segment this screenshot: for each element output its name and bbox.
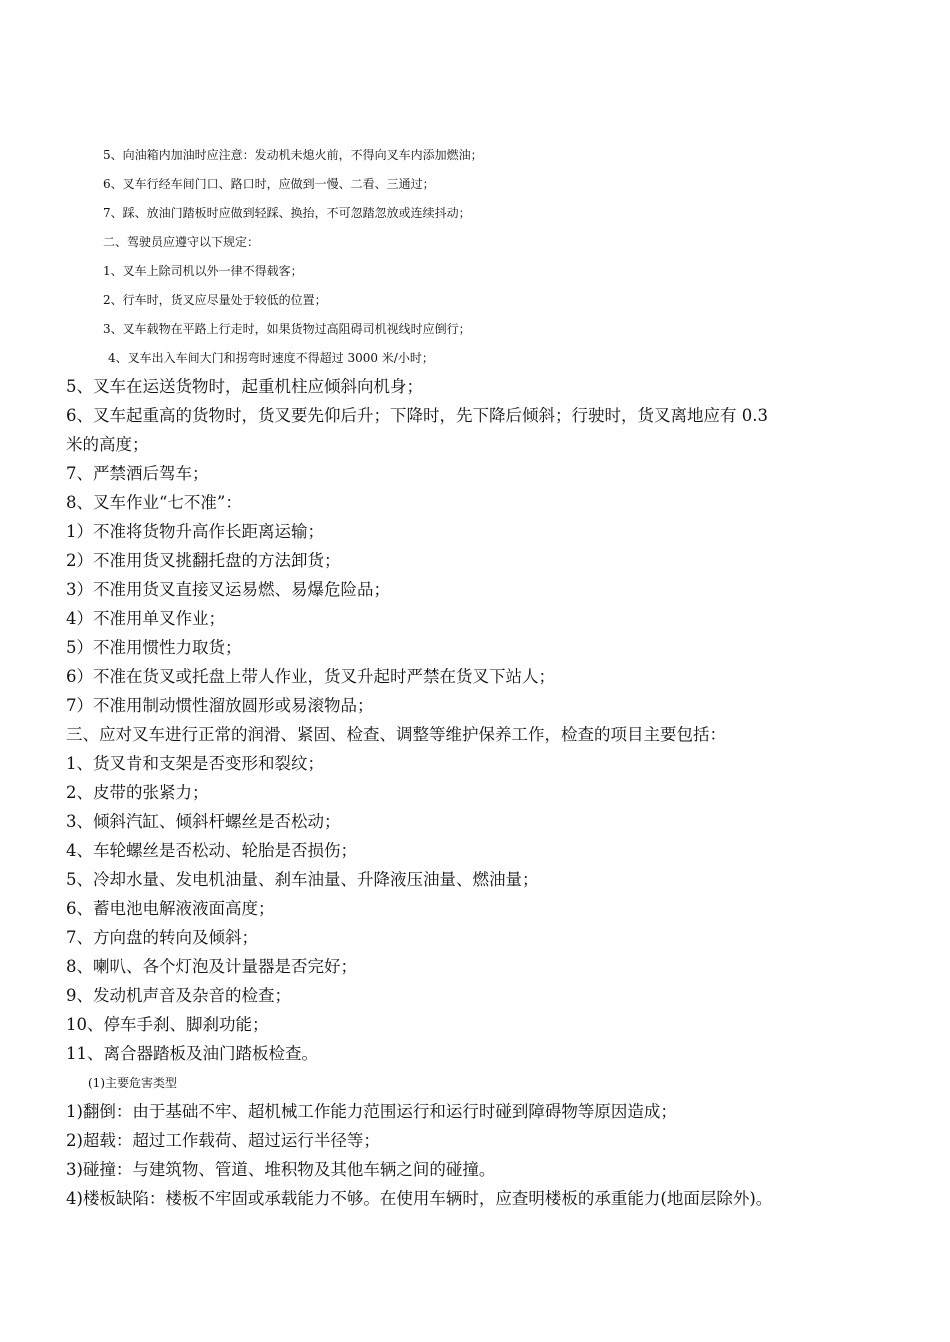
section-heading: 三、应对叉车进行正常的润滑、紧固、检查、调整等维护保养工作，检查的项目主要包括： [66, 725, 726, 744]
text-line: 5、向油箱内加油时应注意：发动机未熄火前，不得向叉车内添加燃油； [103, 148, 483, 162]
text-line: 7、严禁酒后驾车； [66, 464, 209, 483]
text-line: 2、行车时，货叉应尽量处于较低的位置； [103, 293, 327, 307]
text-line: 3、叉车载物在平路上行走时，如果货物过高阻碍司机视线时应倒行； [103, 322, 471, 336]
text-line: 5、冷却水量、发电机油量、刹车油量、升降液压油量、燃油量； [66, 870, 539, 889]
text-line: 8、喇叭、各个灯泡及计量器是否完好； [66, 957, 357, 976]
section-heading: 二、驾驶员应遵守以下规定： [103, 235, 260, 249]
text-line: 7）不准用制动惯性溜放圆形或易滚物品； [66, 696, 374, 715]
text-line: 6）不准在货叉或托盘上带人作业，货叉升起时严禁在货叉下站人； [66, 667, 555, 686]
text-line: 6、蓄电池电解液液面高度； [66, 899, 275, 918]
subsection-heading: (1)主要危害类型 [88, 1076, 177, 1090]
text-line: 3、倾斜汽缸、倾斜杆螺丝是否松动； [66, 812, 341, 831]
text-line: 1)翻倒：由于基础不牢、超机械工作能力范围运行和运行时碰到障碍物等原因造成； [66, 1102, 677, 1121]
text-line: 3)碰撞：与建筑物、管道、堆积物及其他车辆之间的碰撞。 [66, 1160, 496, 1179]
text-line: 11、离合器踏板及油门踏板检查。 [66, 1044, 318, 1063]
text-line: 米的高度； [66, 435, 149, 454]
text-line: 1、叉车上除司机以外一律不得载客； [103, 264, 303, 278]
text-line: 7、踩、放油门踏板时应做到轻踩、换抬，不可忽踏忽放或连续抖动； [103, 206, 471, 220]
text-line: 1、货叉肯和支架是否变形和裂纹； [66, 754, 324, 773]
text-line: 5）不准用惯性力取货； [66, 638, 242, 657]
text-line: 7、方向盘的转向及倾斜； [66, 928, 258, 947]
text-line: 4)楼板缺陷：楼板不牢固或承载能力不够。在使用车辆时，应查明楼板的承重能力(地面层除外)。 [66, 1189, 773, 1208]
text-line: 3）不准用货叉直接叉运易燃、易爆危险品； [66, 580, 390, 599]
text-line: 1）不准将货物升高作长距离运输； [66, 522, 324, 541]
text-line: 4、叉车出入车间大门和拐弯时速度不得超过 3000 米/小时； [108, 351, 434, 365]
text-line: 2)超载：超过工作载荷、超过运行半径等； [66, 1131, 380, 1150]
text-line: 6、叉车行经车间门口、路口时，应做到一慢、二看、三通过； [103, 177, 435, 191]
text-line: 5、叉车在运送货物时，起重机柱应倾斜向机身； [66, 377, 423, 396]
text-line: 4）不准用单叉作业； [66, 609, 225, 628]
text-line: 10、停车手刹、脚刹功能； [66, 1015, 269, 1034]
text-line: 8、叉车作业“七不准”： [66, 493, 242, 512]
text-line: 9、发动机声音及杂音的检查； [66, 986, 291, 1005]
text-line: 2）不准用货叉挑翻托盘的方法卸货； [66, 551, 341, 570]
text-line: 6、叉车起重高的货物时，货叉要先仰后升；下降时，先下降后倾斜；行驶时，货叉离地应有 0.3 [66, 406, 768, 425]
text-line: 2、皮带的张紧力； [66, 783, 209, 802]
text-line: 4、车轮螺丝是否松动、轮胎是否损伤； [66, 841, 357, 860]
